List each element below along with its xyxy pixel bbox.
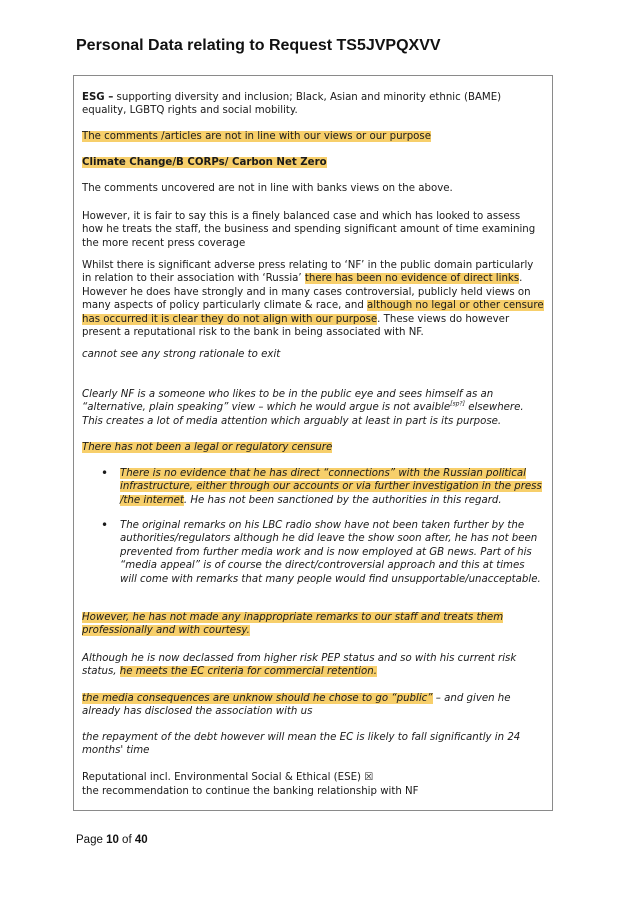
balanced-case-paragraph: However, it is fair to say this is a finely balanced case and which has looked to assess how he treats the staff, the business and spending significant amount of time examining the more recent press coverage — [82, 211, 536, 249]
bullet-1-rest: . He has not been sanctioned by the authorities in this regard. — [183, 494, 502, 506]
adverse-press-paragraph — [82, 259, 544, 339]
public-eye-text-2: elsewhere. This creates a lot of media attention which arguably at least in part is its purpose. — [82, 402, 524, 427]
public-eye-text-1: Clearly NF is a someone who likes to be in the public eye and sees himself as an “alternative, plain speaking” view – which he would argue is not avaible — [82, 389, 494, 414]
media-rest: – and given he already has disclosed the association with us — [82, 693, 511, 718]
repayment-paragraph: the repayment of the debt however will mean the EC is likely to fall significantly in 24 months' time — [82, 732, 521, 757]
esg-comment — [82, 130, 544, 143]
bullet-icon: • — [101, 466, 109, 480]
climate-comment: The comments uncovered are not in line with banks views on the above. — [82, 183, 453, 194]
climate-heading — [82, 156, 544, 169]
no-censure-highlight: There has not been a legal or regulatory censure — [82, 442, 333, 453]
esg-comment-highlight: The comments /articles are not in line with our views or our purpose — [82, 131, 431, 142]
page-footer — [76, 834, 148, 846]
no-rationale-note: cannot see any strong rationale to exit — [82, 349, 281, 360]
public-eye-paragraph — [82, 388, 544, 428]
reputational-line: Reputational incl. Environmental Social & Ethical (ESE) ☒ — [82, 772, 374, 783]
pep-paragraph — [82, 652, 544, 679]
adverse-highlight-2: although no legal or other censure has occurred it is clear they do not align with our purpose — [82, 300, 544, 325]
media-paragraph — [82, 692, 544, 719]
bullet-item-lbc: The original remarks on his LBC radio show have not been taken further by the authorities/regulators although he did leave the show soon after, he has not been prevented from further media work and is now employed at GB news. Part of his “media appeal” is of course the direct/controversial approach and this at times will come with remarks that many people would find unsupportable/unacceptable. — [120, 520, 541, 585]
sic-marker: [sp?] — [450, 401, 465, 409]
page-number: 10 — [106, 834, 119, 846]
of-label: of — [118, 834, 135, 846]
page-total: 40 — [134, 834, 148, 846]
recommendation-line: the recommendation to continue the banking relationship with NF — [82, 786, 419, 797]
staff-paragraph — [82, 611, 544, 638]
media-highlight: the media consequences are unknow should he chose to go “public” — [82, 693, 433, 704]
pep-highlight: he meets the EC criteria for commercial retention. — [119, 666, 377, 678]
no-censure-note — [82, 441, 544, 454]
adverse-highlight-1: there has been no evidence of direct links — [304, 273, 520, 285]
adverse-text-1: Whilst there is significant adverse press relating to ‘NF’ in the public domain particularly in relation to their association with ‘Russia’ — [82, 260, 534, 285]
page-label: Page — [76, 834, 107, 846]
adverse-text-2: . However he does have strongly and in many cases controversial, publicly held views on many aspects of policy particularly climate & race, and — [82, 273, 531, 312]
bullet-item-russia — [120, 467, 544, 507]
esg-paragraph — [82, 91, 544, 118]
esg-text: supporting diversity and inclusion; Black, Asian and minority ethnic (BAME) equality, LGBTQ rights and social mobility. — [82, 92, 502, 117]
esg-label: ESG – — [82, 92, 114, 103]
bullet-1-highlight: There is no evidence that he has direct “connections” with the Russian political infrastructure, either through our accounts or via further investigation in the press /the internet — [120, 468, 542, 506]
adverse-text-3: . These views do however present a reputational risk to the bank in being associated with NF. — [82, 313, 510, 339]
staff-highlight: However, he has not made any inappropriate remarks to our staff and treats them professionally and with courtesy. — [82, 612, 504, 637]
climate-heading-highlight: Climate Change/B CORPs/ Carbon Net Zero — [82, 157, 327, 168]
pep-text: Although he is now declassed from higher risk PEP status and so with his current risk status, — [82, 653, 517, 678]
page-title: Personal Data relating to Request TS5JVPQXVV — [76, 37, 441, 54]
bullet-icon: • — [101, 518, 109, 532]
